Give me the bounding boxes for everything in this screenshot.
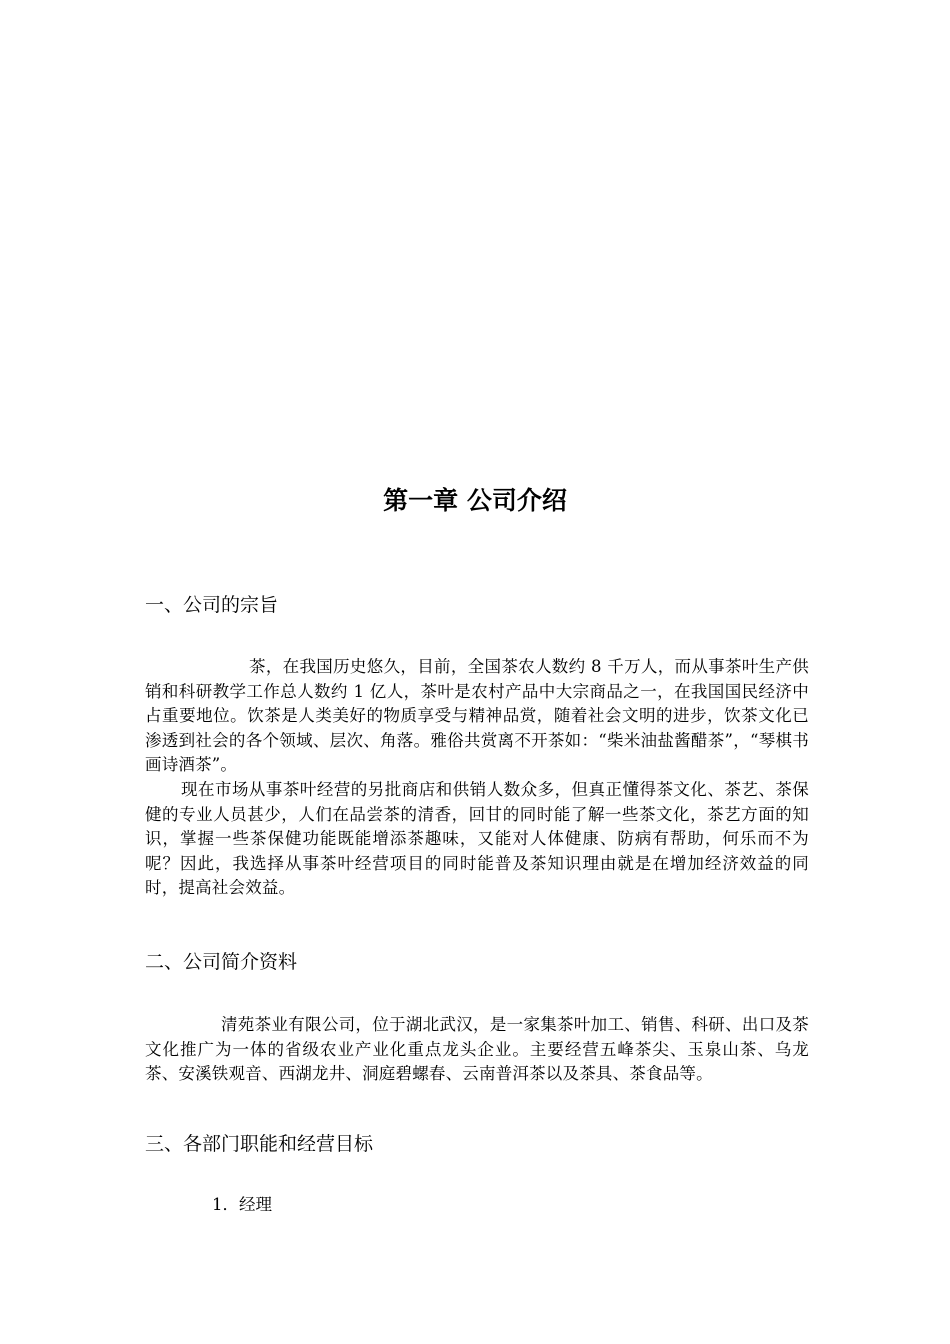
section-heading-purpose: 一、公司的宗旨 [145,594,279,616]
section-heading-departments: 三、各部门职能和经营目标 [145,1133,374,1155]
chapter-title: 第一章 公司介绍 [383,486,567,515]
paragraph-purpose-1: 茶，在我国历史悠久，目前，全国茶农人数约 8 千万人，而从事茶叶生产供销和科研教学工作总人数约 1 亿人，茶叶是农村产品中大宗商品之一，在我国国民经济中占重要地位。饮茶是人类美好的物质享受与精神品赏，随着社会文明的进步，饮茶文化已渗透到社会的各个领域、层次、角落。雅俗共赏离不开茶如：“柴米油盐酱醋茶”，“琴棋书画诗酒茶”。 [145,657,809,775]
paragraph-purpose-2: 现在市场从事茶叶经营的另批商店和供销人数众多，但真正懂得茶文化、茶艺、茶保健的专业人员甚少，人们在品尝茶的清香，回甘的同时能了解一些茶文化，茶艺方面的知识，掌握一些茶保健功能既能增添茶趣味，又能对人体健康、防病有帮助，何乐而不为呢？因此，我选择从事茶叶经营项目的同时能普及茶知识理由就是在增加经济效益的同时，提高社会效益。 [145,780,809,898]
list-item-manager: 1．经理 [212,1195,272,1214]
paragraph-profile: 清苑茶业有限公司，位于湖北武汉，是一家集茶叶加工、销售、科研、出口及茶文化推广为一体的省级农业产业化重点龙头企业。主要经营五峰茶尖、玉泉山茶、乌龙茶、安溪铁观音、西湖龙井、洞庭碧螺春、云南普洱茶以及茶具、茶食品等。 [145,1015,809,1084]
section-heading-profile: 二、公司简介资料 [145,951,298,973]
